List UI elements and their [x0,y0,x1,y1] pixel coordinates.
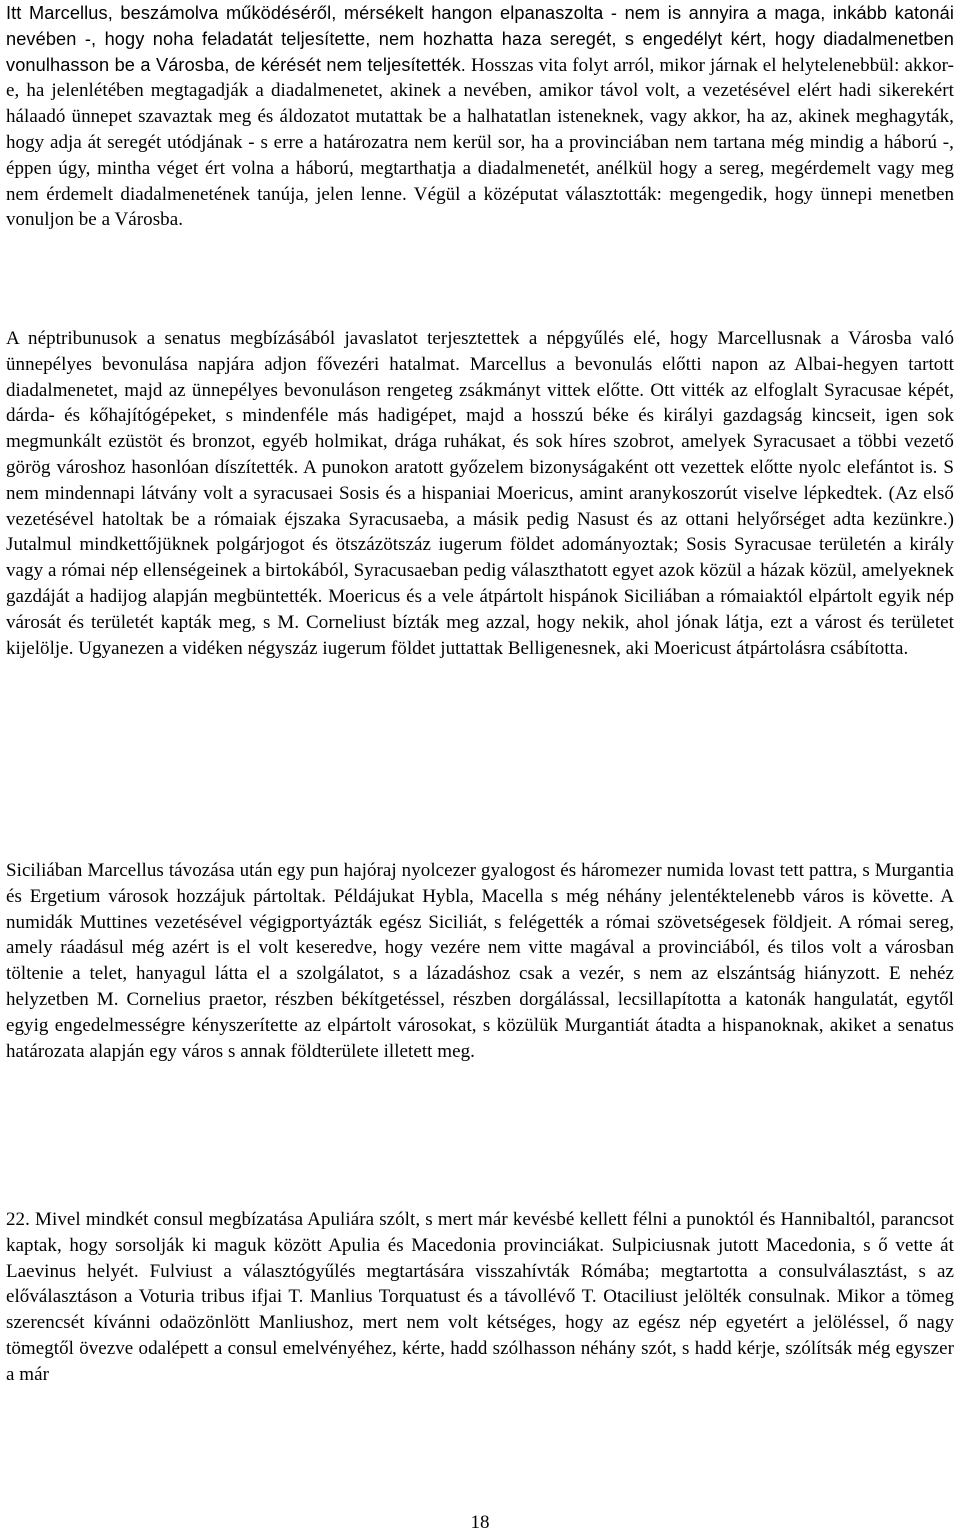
paragraph-opening-sans-text: Itt Marcellus, beszámolva működéséről, mérsékelt hangon elpanaszolta - nem is annyira a maga, inkább katonái nevében -, hogy noha feladatát teljesítette, nem hozhatta haza seregét, s engedélyt kért, hogy diadalmenetben vonulhasson be a Városba, de kérését nem teljesítették. [6,3,954,75]
paragraph-sicily-revolt: Siciliában Marcellus távozása után egy pun hajóraj nyolcezer gyalogost és háromezer numida lovast tett pattra, s Murgantia és Ergetium városok hozzájuk pártoltak. Példájukat Hybla, Macella s még néhány jelentéktelenebb város is követte. A numidák Muttines vezetésével végigportyázták egész Siciliát, s felégették a római szövetségesek földjeit. A római sereg, amely ráadásul még azért is el volt keseredve, hogy vezére nem vitte magával a provinciából, és tilos volt a városban töltenie a telet, hanyagul látta el a szolgálatot, s a lázadáshoz csak a vezér, s nem az elszántság hiányzott. E nehéz helyzetben M. Cornelius praetor, részben békítgetéssel, részben dorgálással, lecsillapította a katonák hangulatát, egytől egyig engedelmességre kényszerítette az elpártolt városokat, s közülük Murgantiát átadta a hispanoknak, akiket a senatus határozata alapján egy város s annak földterülete illetett meg. [6,860,954,1062]
paragraph-debate-text: Hosszas vita folyt arról, mikor járnak el helytelenebbül: akkor-e, ha jelenlétében megtagadják a diadalmenetet, akinek a nevében, amikor távol volt, a vezetésével elért hadi sikerekért hálaadó ünnepet szavaztak meg és áldozatot mutattak be a halhatatlan isteneknek, vagy akkor, ha az, akinek meghagyták, hogy adja át seregét utódjának - s erre a határozatra nem kerül sor, ha a provinciában nem tartana még mindig a háború -, éppen úgy, mintha véget ért volna a háború, megtarthatja a diadalmenetét, anélkül hogy a sereg, megérdemelt vagy meg nem érdemelt diadalmenetének tanúja, jelen lenne. Végül a középutat választották: megengedik, hogy ünnepi menetben vonuljon be a Városba. [6,54,954,231]
paragraph-marcellus-triumph-debate [6,1,954,233]
paragraph-chapter-22: 22. Mivel mindkét consul megbízatása Apuliára szólt, s mert már kevésbé kellett félni a punoktól és Hannibaltól, parancsot kaptak, hogy sorsolják ki maguk között Apulia és Macedonia provinciákat. Sulpiciusnak jutott Macedonia, s ő vette át Laevinus helyét. Fulviust a választógyűlés megtartására visszahívták Rómába; megtartotta a consulválasztást, s az előválasztáson a Voturia tribus ifjai T. Manlius Torquatust és a távollévő T. Otaciliust jelölték consulnak. Mikor a tömeg szerencsét kívánni odaözönlött Manliushoz, mert nem volt kétséges, hogy az egész nép egyetért a jelöléssel, ő nagy tömegtől övezve odalépett a consul emelvényéhez, kérte, hadd szólhasson néhány szót, s hadd kérje, szólítsák még egyszer a már [6,1209,954,1385]
page-number: 18 [470,1512,490,1533]
paragraph-ovation-procession: A néptribunusok a senatus megbízásából javaslatot terjesztettek a népgyűlés elé, hogy Marcellusnak a Városba való ünnepélyes bevonulása napjára adjon fővezéri hatalmat. Marcellus a bevonulás előtti napon az Albai-hegyen tartott diadalmenetet, majd az ünnepélyes bevonuláson rengeteg zsákmányt vittek előtte. Ott vitték az elfoglalt Syracusae képét, dárda- és kőhajítógépeket, s mindenféle más hadigépet, majd a hosszú béke és királyi gazdagság kincseit, igen sok megmunkált ezüstöt és bronzot, egyéb holmikat, drága ruhákat, és sok híres szobrot, amelyek Syracusaet a többi vezető görög városhoz hasonlóan díszítették. A punokon aratott győzelem bizonyságaként ott vezettek előtte nyolc elefántot is. S nem mindennapi látvány volt a syracusaei Sosis és a hispaniai Moericus, amint aranykoszorút viselve lépkedtek. (Az első vezetésével hatoltak be a rómaiak éjszaka Syracusaeba, a másik pedig Nasust és az ottani helyőrséget adta kezünkre.) Jutalmul mindkettőjüknek polgárjogot és ötszázötszáz iugerum földet adományoztak; Sosis Syracusae területén a király vagy a római nép ellenségeinek a birtokából, Syracusaeban pedig választhatott egyet azok közül a házak közül, amelyeknek gazdáját a hadijog alapján megbüntették. Moericus és a vele átpártolt hispánok Siciliában a rómaiaktól elpártolt egyik nép városát és területét kapták meg, s M. Corneliust bízták meg azzal, hogy nekik, ahol jónak látja, ezt a várost és területet kijelölje. Ugyanezen a vidéken négyszáz iugerum földet juttattak Belligenesnek, aki Moericust átpártolásra csábította. [6,328,954,659]
